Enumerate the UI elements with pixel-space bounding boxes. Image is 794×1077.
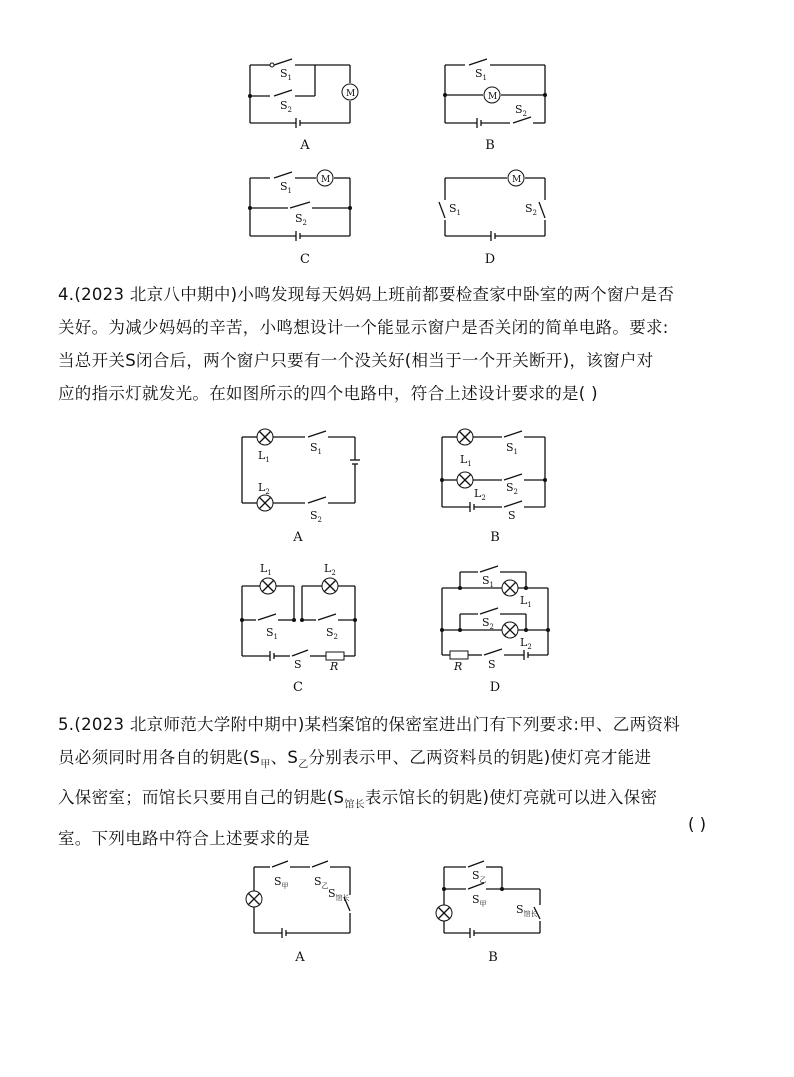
q4-caption-a: A bbox=[293, 530, 303, 545]
svg-text:M: M bbox=[321, 175, 331, 185]
svg-text:S1: $S_1$ bbox=[266, 626, 279, 641]
svg-text:S2: $S_2$ bbox=[525, 202, 538, 217]
q3-caption-d: D bbox=[484, 252, 496, 267]
q5-circuit-a bbox=[240, 855, 365, 945]
q4-circuit-d bbox=[430, 560, 560, 673]
svg-text:M: M bbox=[488, 92, 498, 102]
q4-caption-d: D bbox=[489, 680, 501, 695]
q3-caption-c: C bbox=[300, 252, 310, 267]
q4-line-2: 关好。为减少妈妈的辛苦，小鸣想设计一个能显示窗户是否关闭的简单电路。要求: bbox=[58, 318, 669, 337]
svg-text:S: S bbox=[294, 658, 302, 671]
q4-caption-b: B bbox=[490, 530, 500, 545]
svg-text:S2: $S_2$ bbox=[326, 626, 339, 641]
svg-text:S2: $S_2$ bbox=[515, 103, 528, 118]
q3-caption-b: B bbox=[485, 138, 495, 153]
svg-text:S1: $S_1$ bbox=[475, 67, 488, 82]
q3-caption-a: A bbox=[300, 138, 310, 153]
question-4 bbox=[58, 278, 738, 410]
svg-text:S1: $S_1$ bbox=[280, 180, 293, 195]
svg-text:R: R bbox=[330, 660, 339, 673]
svg-text:S: S bbox=[488, 658, 496, 671]
q3-circuit-b bbox=[435, 55, 555, 135]
q5-answer-paren: ( ) bbox=[688, 815, 707, 834]
q5-line-1: 5.(2023 北京师范大学附中期中)某档案馆的保密室进出门有下列要求:甲、乙两资料 bbox=[58, 715, 681, 734]
svg-text:S乙: $S_乙$ bbox=[314, 875, 329, 890]
svg-text:L2: $L_2$ bbox=[474, 487, 486, 502]
q5-caption-b: B bbox=[488, 950, 498, 965]
q4-circuit-a bbox=[230, 425, 370, 525]
q3-circuit-a bbox=[240, 55, 360, 135]
q5-circuit-b bbox=[430, 855, 555, 945]
q4-line-3: 当总开关S闭合后，两个窗户只要有一个没关好(相当于一个开关断开)，该窗户对 bbox=[58, 351, 654, 370]
svg-text:S2: $S_2$ bbox=[506, 481, 519, 496]
svg-text:S1: $S_1$ bbox=[310, 441, 323, 456]
svg-text:S甲: $S_甲$ bbox=[472, 893, 487, 908]
svg-text:S1: $S_1$ bbox=[482, 574, 495, 589]
motor-label: M bbox=[346, 89, 356, 99]
svg-text:S: S bbox=[508, 509, 516, 522]
svg-text:S1: $S_1$ bbox=[280, 67, 293, 82]
q3-circuit-c bbox=[240, 168, 360, 248]
q4-circuit-b bbox=[430, 425, 560, 525]
svg-text:S1: $S_1$ bbox=[506, 441, 519, 456]
svg-text:S2: $S_2$ bbox=[280, 99, 293, 114]
svg-text:L2: $L_2$ bbox=[520, 636, 532, 651]
svg-text:S甲: $S_甲$ bbox=[274, 875, 289, 890]
svg-text:L2: $L_2$ bbox=[258, 481, 270, 496]
svg-text:M: M bbox=[512, 175, 522, 185]
svg-text:L1: $L_1$ bbox=[258, 449, 270, 464]
svg-text:L2: $L_2$ bbox=[324, 562, 336, 577]
svg-text:S馆长: $S_{馆长}$ bbox=[516, 903, 538, 918]
svg-text:S2: $S_2$ bbox=[295, 212, 308, 227]
svg-text:L1: $L_1$ bbox=[520, 594, 532, 609]
svg-text:S乙: $S_乙$ bbox=[472, 869, 487, 884]
svg-text:S1: $S_1$ bbox=[449, 202, 462, 217]
svg-text:R: R bbox=[454, 660, 463, 673]
question-5 bbox=[58, 708, 738, 855]
q5-caption-a: A bbox=[295, 950, 305, 965]
svg-text:S馆长: $S_{馆长}$ bbox=[328, 887, 350, 902]
q4-caption-c: C bbox=[293, 680, 303, 695]
svg-text:S2: $S_2$ bbox=[482, 616, 495, 631]
q4-line-1: 4.(2023 北京八中期中)小鸣发现每天妈妈上班前都要检查家中卧室的两个窗户是否 bbox=[58, 285, 675, 304]
svg-text:S2: $S_2$ bbox=[310, 509, 323, 524]
q4-line-4: 应的指示灯就发光。在如图所示的四个电路中，符合上述设计要求的是( ) bbox=[58, 384, 598, 403]
q5-line-2: 员必须同时用各自的钥匙($S_甲$、$S_乙$分别表示甲、乙两资料员的钥匙)使灯亮才能进 bbox=[58, 748, 652, 771]
q4-circuit-c bbox=[230, 558, 370, 673]
svg-text:L1: $L_1$ bbox=[460, 453, 472, 468]
q5-line-4: 室。下列电路中符合上述要求的是 bbox=[58, 828, 310, 848]
q3-circuit-d bbox=[435, 168, 555, 248]
q5-line-3: 入保密室；而馆长只要用自己的钥匙($S_{馆长}$表示馆长的钥匙)使灯亮就可以进入保密 bbox=[58, 788, 658, 811]
svg-text:L1: $L_1$ bbox=[260, 562, 272, 577]
